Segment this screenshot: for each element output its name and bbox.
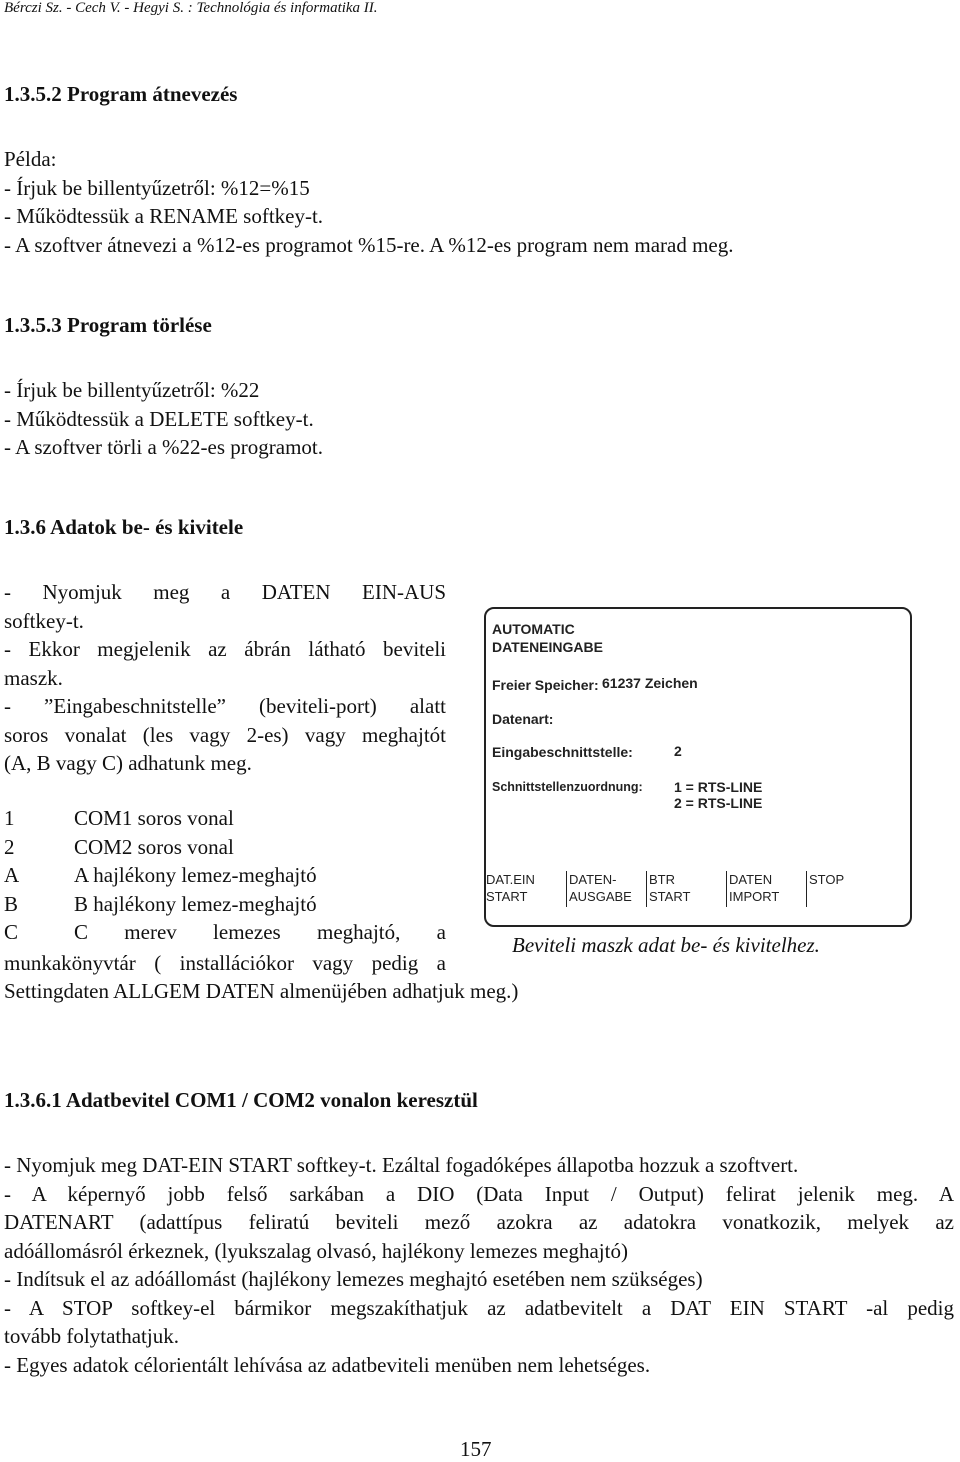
list-value: COM1 soros vonal [74,806,234,830]
free-memory-label: Freier Speicher: [492,677,599,693]
text-line: softkey-t. [4,608,84,633]
section-title-1361: 1.3.6.1 Adatbevitel COM1 / COM2 vonalon keresztül [4,1088,478,1112]
screen-title: DATENEINGABE [492,639,603,655]
softkey-line: START [649,889,691,904]
section-title-136: 1.3.6 Adatok be- és kivitele [4,515,244,539]
text-line: Settingdaten ALLGEM DATEN almenüjében adhatjuk meg.) [4,979,519,1003]
list-key: C [4,920,19,944]
softkey-line: DATEN [729,872,773,887]
softkey-line: DAT.EIN [486,872,535,887]
list-key: B [4,891,19,916]
text-line: - Írjuk be billentyűzetről: %12=%15 [4,175,310,200]
text-line: - Írjuk be billentyűzetről: %22 [4,378,260,402]
text-line: - Egyes adatok célorientált lehívása az adatbeviteli menüben nem lehetséges. [4,1352,651,1377]
text-line: - Ekkor megjelenik az ábrán látható beviteli [4,637,446,661]
text-line: - A szoftver átnevezi a %12-es programot %15-re. A %12-es program nem marad meg. [4,232,734,257]
free-memory-value: 61237 Zeichen [602,675,698,691]
list-value: COM2 soros vonal [74,834,234,859]
datenart-label: Datenart: [492,711,554,727]
text-line: Példa: [4,147,57,171]
port-label: Eingabeschnittstelle: [492,744,633,760]
softkey-line: START [486,889,528,904]
text-line: - Működtessük a RENAME softkey-t. [4,204,324,228]
softkey-daten-ausgabe [566,871,645,907]
text-line: - Nyomjuk meg a DATEN EIN-AUS [4,580,446,604]
assign-label: Schnittstellenzuordnung: [492,780,643,794]
softkey-line: STOP [809,872,845,887]
list-key: A [4,863,20,887]
list-value: A hajlékony lemez-meghajtó [74,863,317,887]
text-line: adóállomásról érkeznek, (lyukszalag olvasó, hajlékony lemezes meghajtó) [4,1238,628,1263]
text-line: - A szoftver törli a %22-es programot. [4,435,323,459]
text-line: DATENART (adattípus feliratú beviteli mező azokra az adatokra vonatkozik, melyek az [4,1210,954,1234]
section-title-1353: 1.3.5.3 Program törlése [4,313,212,337]
softkey-line: AUSGABE [569,889,632,904]
text-line: soros vonalat (les vagy 2-es) vagy meghajtót [4,722,446,747]
screen-mode: AUTOMATIC [492,621,575,637]
softkey-stop [806,871,879,907]
text-line: munkakönyvtár ( installációkor vagy pedig a [4,950,446,975]
softkey-daten-import [726,871,805,907]
softkey-line: BTR [649,872,675,887]
text-line: - Nyomjuk meg DAT-EIN START softkey-t. Ezáltal fogadóképes állapotba hozzuk a szoftvert. [4,1153,799,1177]
list-key: 1 [4,806,15,830]
assign-1: 1 = RTS-LINE [674,779,763,795]
list-value: C merev lemezes meghajtó, a [74,920,446,944]
text-line: - Indítsuk el az adóállomást (hajlékony lemezes meghajtó esetében nem szükséges) [4,1267,703,1291]
list-key: 2 [4,834,15,859]
assign-2: 2 = RTS-LINE [674,795,763,811]
text-line: - A STOP softkey-el bármikor megszakíthatjuk az adatbevitelt a DAT EIN START -al pedig [4,1295,954,1320]
list-value: B hajlékony lemez-meghajtó [74,891,317,916]
text-line: tovább folytathatjuk. [4,1324,179,1348]
text-line: - ”Eingabeschnitstelle” (beviteli-port) alatt [4,694,446,718]
page-number: 157 [460,1437,492,1461]
figure-caption: Beviteli maszk adat be- és kivitelhez. [512,933,820,957]
running-header: Bérczi Sz. - Cech V. - Hegyi S. : Technológia és informatika II. [4,0,378,16]
text-line: maszk. [4,665,63,690]
softkey-btr-start [646,871,725,907]
port-value: 2 [674,743,682,759]
text-line: - A képernyő jobb felső sarkában a DIO (Data Input / Output) felirat jelenik meg. A [4,1181,954,1206]
softkey-line: DATEN- [569,872,617,887]
softkey-line: IMPORT [729,889,780,904]
input-mask-figure [476,607,916,927]
list-item [4,920,446,948]
softkey-dat-ein-start [484,871,560,907]
text-line: (A, B vagy C) adhatunk meg. [4,751,252,775]
section-title-1352: 1.3.5.2 Program átnevezés [4,82,238,106]
text-line: - Működtessük a DELETE softkey-t. [4,406,314,431]
